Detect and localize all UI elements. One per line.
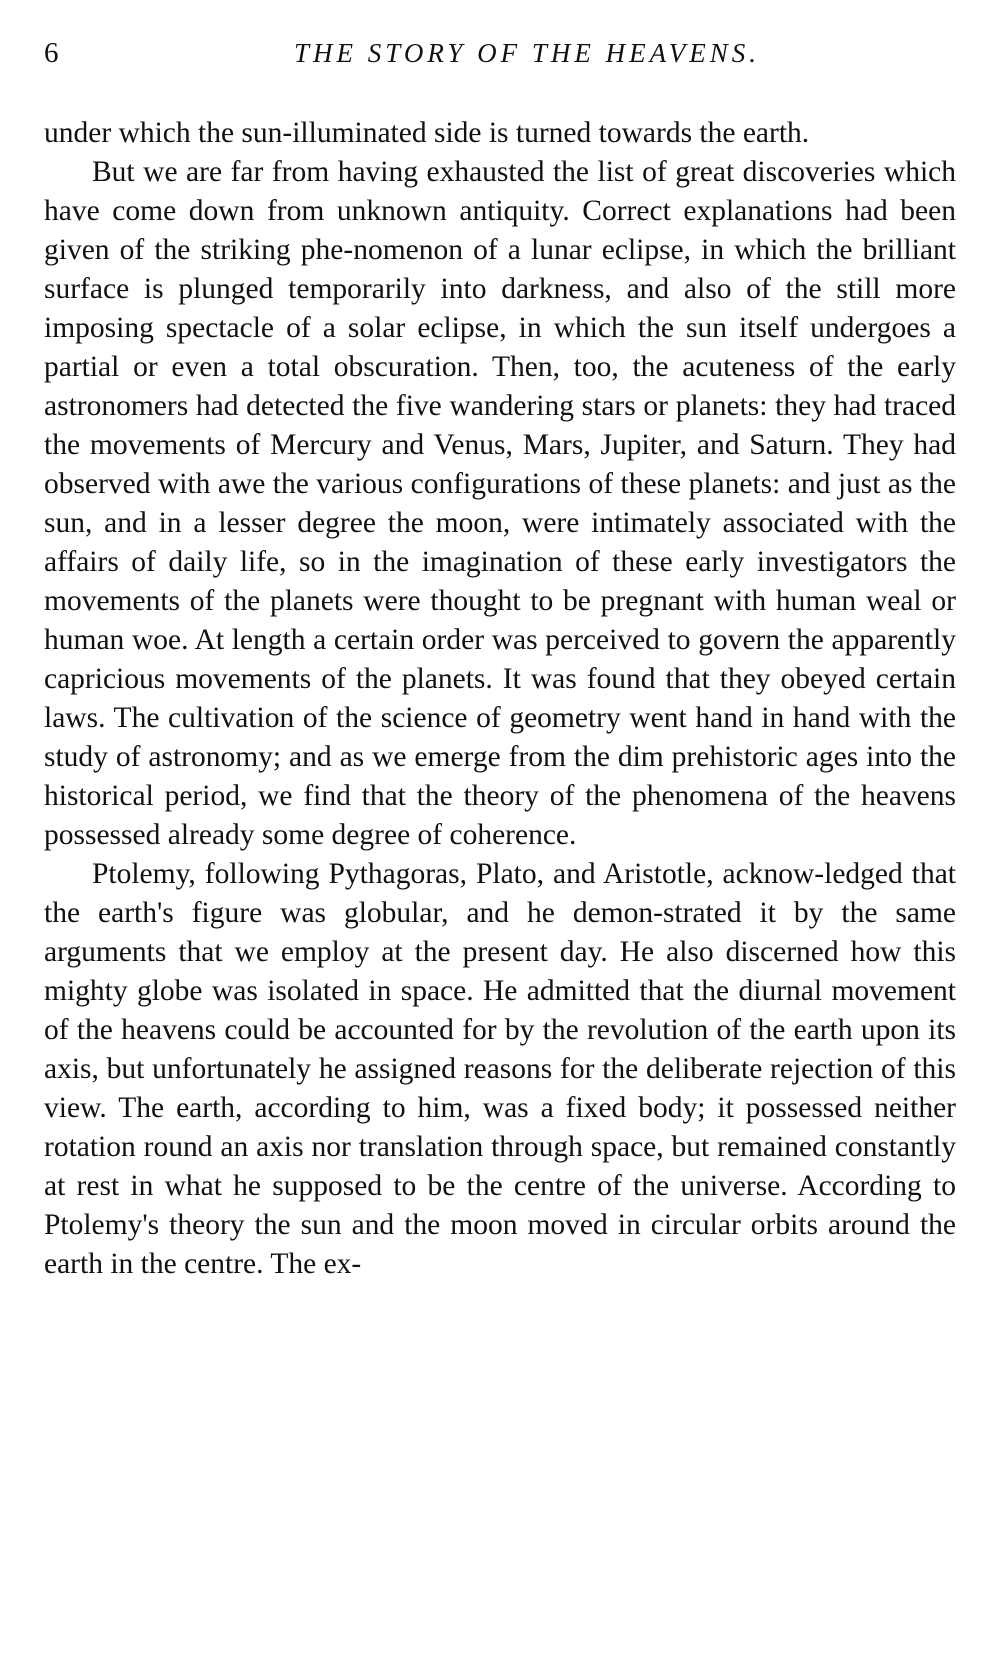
running-head bbox=[44, 30, 960, 74]
running-title: THE STORY OF THE HEAVENS. bbox=[294, 38, 760, 68]
paragraph-continued: under which the sun-illuminated side is turned towards the earth. bbox=[44, 117, 810, 149]
body-text bbox=[44, 114, 956, 1284]
page-number: 6 bbox=[44, 37, 59, 69]
paragraph-discoveries: But we are far from having exhausted the list of great discoveries which have come down from unknown antiquity. Correct explanations had been given of the striking phe-nomenon of a lunar eclipse, in which the brilliant surface is plunged temporarily into darkness, and also of the still more imposing spectacle of a solar eclipse, in which the sun itself undergoes a partial or even a total obscuration. Then, too, the acuteness of the early astronomers had detected the five wandering stars or planets: they had traced the movements of Mercury and Venus, Mars, Jupiter, and Saturn. They had observed with awe the various configurations of these planets: and just as the sun, and in a lesser degree the moon, were intimately associated with the affairs of daily life, so in the imagination of these early investigators the movements of the planets were thought to be pregnant with human weal or human woe. At length a certain order was perceived to govern the apparently capricious movements of the planets. It was found that they obeyed certain laws. The cultivation of the science of geometry went hand in hand with the study of astronomy; and as we emerge from the dim prehistoric ages into the historical period, we find that the theory of the phenomena of the heavens possessed already some degree of coherence. bbox=[44, 156, 956, 851]
paragraph-ptolemy: Ptolemy, following Pythagoras, Plato, and Aristotle, acknow-ledged that the earth's figure was globular, and he demon-strated it by the same arguments that we employ at the present day. He also discerned how this mighty globe was isolated in space. He admitted that the diurnal movement of the heavens could be accounted for by the revolution of the earth upon its axis, but unfortunately he assigned reasons for the deliberate rejection of this view. The earth, according to him, was a fixed body; it possessed neither rotation round an axis nor translation through space, but remained constantly at rest in what he supposed to be the centre of the universe. According to Ptolemy's theory the sun and the moon moved in circular orbits around the earth in the centre. The ex- bbox=[44, 858, 956, 1280]
